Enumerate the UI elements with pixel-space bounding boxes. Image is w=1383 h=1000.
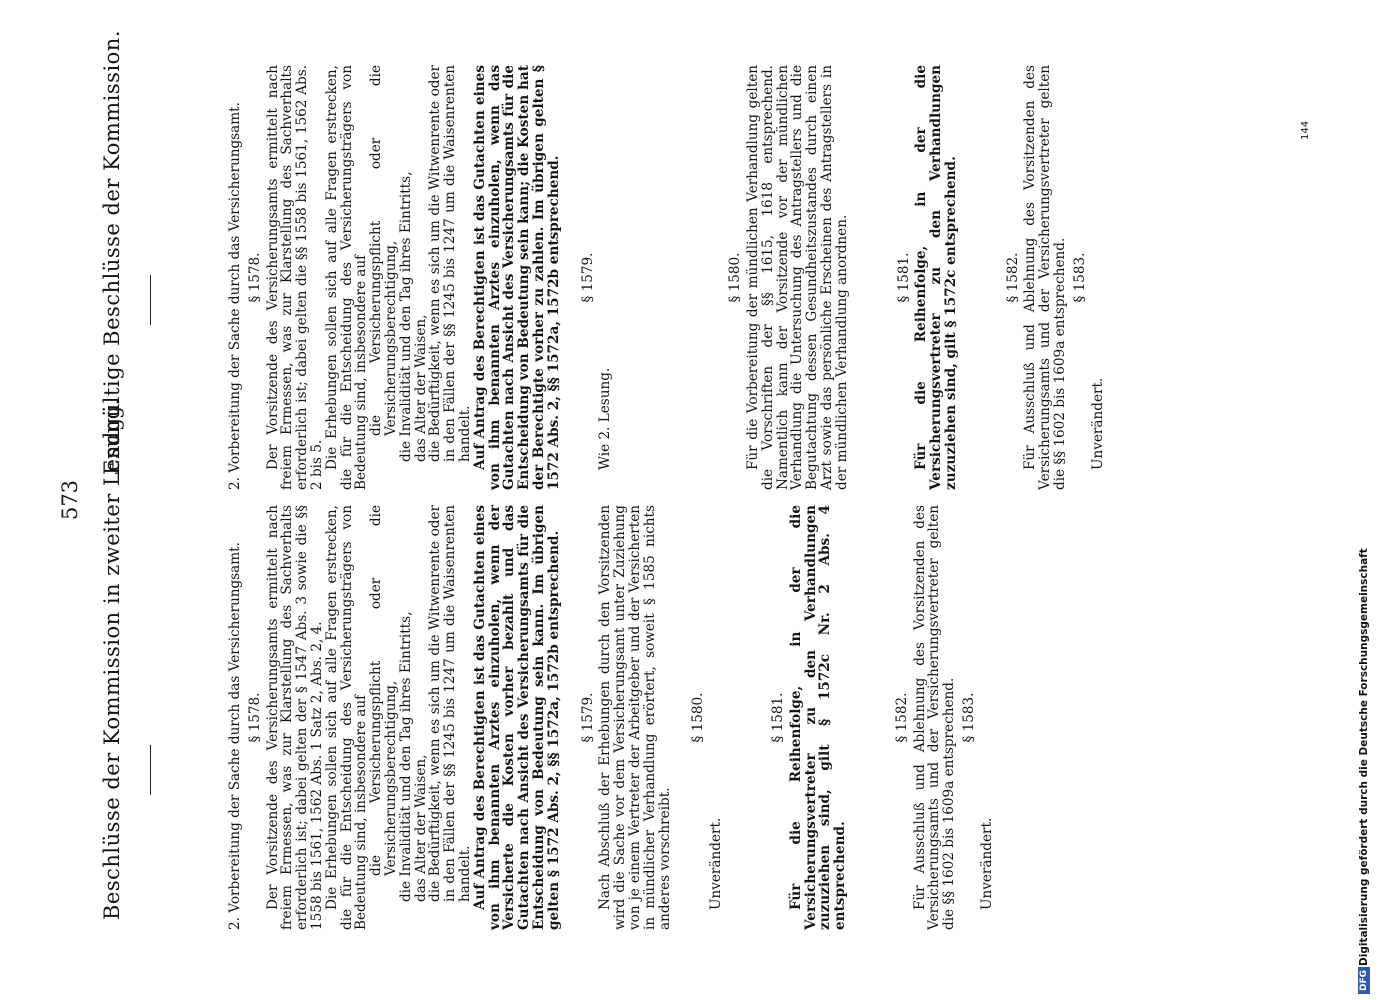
left-s1581-title: § 1581. — [769, 692, 786, 743]
right-s1583-title: § 1583. — [1071, 252, 1088, 303]
right-item-4: die Bedürftigkeit, wenn es sich um die Witwenrente oder in den Fällen der §§ 1245 bis 1247 um die Waisenrenten handelt. — [427, 65, 473, 462]
right-item-3: das Alter der Waisen, — [412, 314, 429, 462]
left-s1578-p2: Die Erhebungen sollen sich auf alle Fragen erstrecken, die für die Entscheidung des Versicherungsträgers von Bedeutung sind, insbesondere auf — [323, 505, 370, 930]
left-s1578-p1: Der Vorsitzende des Versicherungsamts ermittelt nach freiem Ermessen, was zur Klarstellung des Sachverhalts erforderlich ist; dabei gelten der § 1547 Abs. 3 sowie die §§ 1558 bis 1561, 1562 Abs. 1 Satz 2, Abs. 2, 4. — [264, 505, 325, 930]
left-column — [228, 505, 995, 930]
left-s1583-p1: Unverändert. — [978, 817, 995, 910]
left-s1580-p1: Unverändert. — [708, 817, 725, 910]
bottom-page-number: 144 — [1300, 120, 1311, 140]
left-item-4: die Bedürftigkeit, wenn es sich um die Witwenrente oder in den Fällen der §§ 1245 bis 1247 um die Waisenrenten handelt. — [427, 505, 473, 902]
left-s1580-title: § 1580. — [690, 692, 707, 743]
right-s1578-title: § 1578. — [246, 252, 263, 303]
left-s1579-p1: Nach Abschluß der Erhebungen durch den Vorsitzenden wird die Sache vor dem Versicherungsamt unter Zuziehung von je einem Vertreter der Arbeitgeber und der Versicherten in mündlicher Verhandlung erörtert, soweit § 1585 nichts anderes vorschreibt. — [597, 505, 673, 930]
right-s1581-p1: Für die Reihenfolge, in der die Versicherungsvertreter zu den Verhandlungen zuzuziehen sind, gilt § 1572c entsprechend. — [913, 65, 959, 490]
left-s1583-title: § 1583. — [961, 692, 978, 743]
right-s1578-p1: Der Vorsitzende des Versicherungsamts ermittelt nach freiem Ermessen, was zur Klarstellung des Sachverhalts erforderlich ist; dabei gelten die §§ 1558 bis 1561, 1562 Abs. 2 bis 5. — [264, 65, 325, 490]
right-s1580-title: § 1580. — [727, 252, 744, 303]
right-s1579-p1: Wie 2. Lesung. — [597, 367, 614, 470]
left-s1579-title: § 1579. — [579, 692, 596, 743]
dfg-logo: DFG — [1358, 967, 1370, 994]
page-number: 573 — [58, 479, 82, 521]
right-column-title: Endgültige Beschlüsse der Kommission. — [100, 29, 124, 475]
left-s1578-title: § 1578. — [246, 692, 263, 743]
left-item-2: die Invalidität und den Tag ihres Eintritts, — [397, 611, 414, 902]
left-s1578-p3: Auf Antrag des Berechtigten ist das Gutachten eines von ihm benannten Arztes einzuholen, wenn der Versicherte die Kosten vorher bezahlt und das Gutachten nach Ansicht des Versicherungsamts für die Entscheidung von Bedeutung sein kann. Im übrigen gelten § 1572 Abs. 2, §§ 1572a, 1572b entsprechend. — [471, 505, 562, 930]
left-item-1: die Versicherungspflicht oder die Versicherungsberechtigung, — [368, 505, 399, 876]
left-title-rule — [150, 745, 151, 795]
right-s1581-title: § 1581. — [895, 252, 912, 303]
digitization-notice: Digitalisierung gefördert durch die Deutsche Forschungsgemeinschaft — [1358, 548, 1370, 966]
right-item-1: die Versicherungspflicht oder die Versicherungsberechtigung, — [368, 65, 399, 436]
left-s1582-title: § 1582. — [893, 692, 910, 743]
right-column — [228, 65, 1105, 490]
left-heading: 2. Vorbereitung der Sache durch das Versicherungsamt. — [227, 542, 243, 930]
left-item-3: das Alter der Waisen, — [412, 754, 429, 902]
right-title-rule — [150, 275, 151, 325]
left-column-title: Beschlüsse der Kommission in zweiter Lesung. — [100, 398, 124, 920]
right-s1578-p3: Auf Antrag des Berechtigten ist das Gutachten eines von ihm benannten Arztes einzuholen, wenn das Gutachten nach Ansicht des Versicherungsamts für die Entscheidung von Bedeutung sein kann; die Kosten hat der Berechtigte vorher zu zahlen. Im übrigen gelten § 1572 Abs. 2, §§ 1572a, 1572b entsprechend. — [471, 65, 562, 490]
left-s1582-p1: Für Ausschluß und Ablehnung des Vorsitzenden des Versicherungsamts und der Versicherungsvertreter gelten die §§ 1602 bis 1609a entsprechend. — [911, 505, 958, 930]
right-s1582-title: § 1582. — [1004, 252, 1021, 303]
right-s1578-p2: Die Erhebungen sollen sich auf alle Fragen erstrecken, die für die Entscheidung des Versicherungsträgers von Bedeutung sind, insbesondere auf — [323, 65, 370, 490]
right-s1583-p1: Unverändert. — [1089, 377, 1106, 470]
right-s1579-title: § 1579. — [579, 252, 596, 303]
right-s1580-p1: Für die Vorbereitung der mündlichen Verhandlung gelten die Vorschriften der §§ 1615, 1618 entsprechend. Namentlich kann der Vorsitzende vor der mündlichen Verhandlung die Untersuchung des Antragstellers und die Begutachtung dessen Gesundheitszustandes durch einen Arzt sowie das persönliche Erscheinen des Antragstellers in der mündlichen Verhandlung anordnen. — [744, 65, 850, 490]
right-s1582-p1: Für Ausschluß und Ablehnung des Vorsitzenden des Versicherungsamts und der Versicherungsvertreter gelten die §§ 1602 bis 1609a entsprechend. — [1022, 65, 1069, 490]
right-item-2: die Invalidität und den Tag ihres Eintritts, — [397, 171, 414, 462]
right-heading: 2. Vorbereitung der Sache durch das Versicherungsamt. — [227, 102, 243, 490]
left-s1581-p1: Für die Reihenfolge, in der die Versicherungsvertreter zu den Verhandlungen zuzuziehen sind, gilt § 1572c Nr. 2 Abs. 4 entsprechend. — [787, 505, 849, 930]
